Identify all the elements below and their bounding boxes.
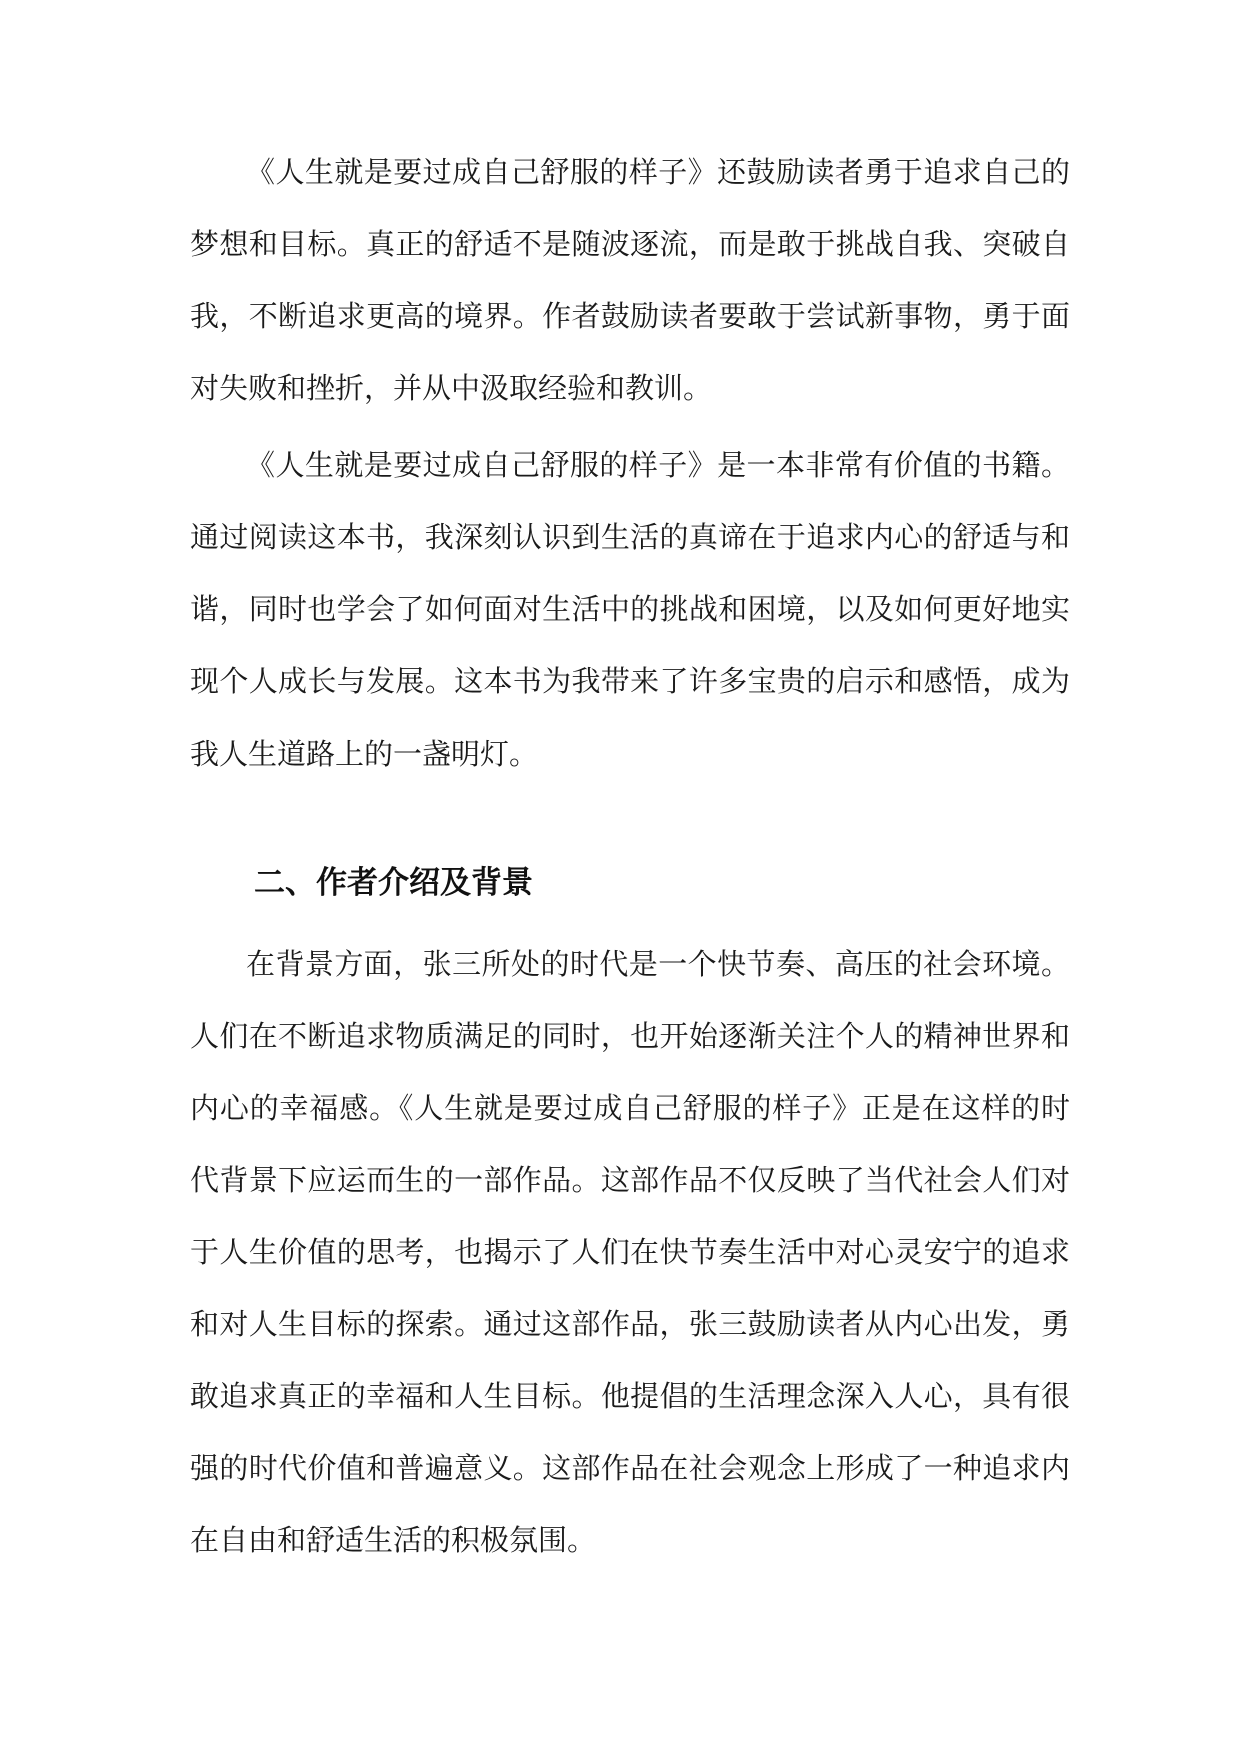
paragraph-3-line-3: 内心的幸福感。《人生就是要过成自己舒服的样子》正是在这样的时	[190, 1091, 1070, 1125]
paragraph-3-line-8: 强的时代价值和普遍意义。这部作品在社会观念上形成了一种追求内	[190, 1451, 1070, 1485]
paragraph-2-line-5: 我人生道路上的一盏明灯。	[190, 737, 539, 771]
paragraph-3-line-1: 在背景方面，张三所处的时代是一个快节奏、高压的社会环境。	[246, 947, 1070, 981]
paragraph-1-line-2: 梦想和目标。真正的舒适不是随波逐流，而是敢于挑战自我、突破自	[190, 227, 1070, 261]
paragraph-3-line-2: 人们在不断追求物质满足的同时，也开始逐渐关注个人的精神世界和	[190, 1019, 1070, 1053]
paragraph-1-line-1: 《人生就是要过成自己舒服的样子》还鼓励读者勇于追求自己的	[246, 155, 1070, 189]
paragraph-3-line-4: 代背景下应运而生的一部作品。这部作品不仅反映了当代社会人们对	[190, 1163, 1070, 1197]
paragraph-2-line-3: 谐，同时也学会了如何面对生活中的挑战和困境，以及如何更好地实	[190, 592, 1070, 626]
paragraph-2-line-4: 现个人成长与发展。这本书为我带来了许多宝贵的启示和感悟，成为	[190, 664, 1070, 698]
paragraph-3-line-5: 于人生价值的思考，也揭示了人们在快节奏生活中对心灵安宁的追求	[190, 1235, 1070, 1269]
paragraph-3-line-9: 在自由和舒适生活的积极氛围。	[190, 1523, 597, 1557]
paragraph-3-line-6: 和对人生目标的探索。通过这部作品，张三鼓励读者从内心出发，勇	[190, 1307, 1070, 1341]
paragraph-1-line-4: 对失败和挫折，并从中汲取经验和教训。	[190, 371, 713, 405]
paragraph-2-line-1: 《人生就是要过成自己舒服的样子》是一本非常有价值的书籍。	[246, 448, 1070, 482]
paragraph-3-line-7: 敢追求真正的幸福和人生目标。他提倡的生活理念深入人心，具有很	[190, 1379, 1070, 1413]
paragraph-1-line-3: 我，不断追求更高的境界。作者鼓励读者要敢于尝试新事物，勇于面	[190, 299, 1070, 333]
section-heading: 二、作者介绍及背景	[254, 865, 533, 901]
paragraph-2-line-2: 通过阅读这本书，我深刻认识到生活的真谛在于追求内心的舒适与和	[190, 520, 1070, 554]
